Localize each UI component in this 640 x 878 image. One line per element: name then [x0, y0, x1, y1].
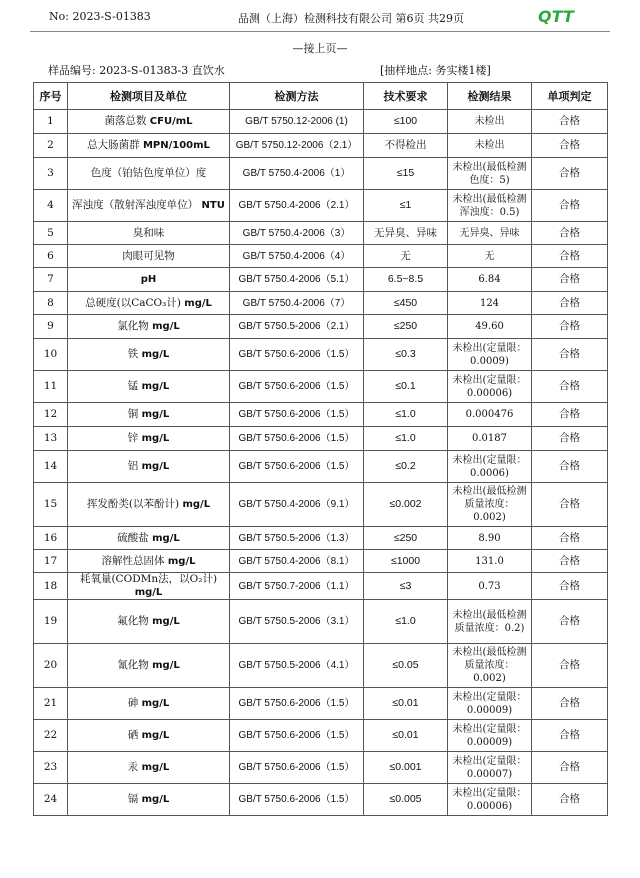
table-row: [34, 292, 608, 315]
item-name: [68, 483, 230, 527]
test-method: GB/T 5750.4-2006（2.1）: [230, 190, 364, 222]
item-label: 总硬度(以CaCO₃计): [85, 296, 181, 309]
table-row: [34, 403, 608, 427]
requirement: ≤0.01: [364, 720, 448, 752]
judgement: 合格: [532, 245, 608, 268]
judgement: 合格: [532, 483, 608, 527]
table-row: [34, 427, 608, 451]
requirement: ≤0.001: [364, 752, 448, 784]
table-row: [34, 190, 608, 222]
results-table: [33, 82, 608, 816]
row-number: 6: [34, 245, 68, 268]
item-unit: NTU: [201, 200, 225, 211]
test-result: 未检出(定量限：0.00009): [448, 688, 532, 720]
test-method: GB/T 5750.6-2006（1.5）: [230, 720, 364, 752]
item-unit: mg/L: [141, 433, 170, 444]
item-label: 镉: [127, 793, 139, 805]
logo-text: QTT: [538, 8, 574, 24]
item-unit: mg/L: [152, 321, 180, 332]
test-result: 6.84: [448, 268, 532, 292]
judgement: 合格: [532, 158, 608, 190]
item-name: [68, 403, 230, 427]
test-method: GB/T 5750.6-2006（1.5）: [230, 688, 364, 720]
test-result: 未检出(定量限：0.00006): [448, 371, 532, 403]
row-number: 20: [34, 644, 68, 688]
table-row: [34, 752, 608, 784]
judgement: 合格: [532, 134, 608, 158]
item-unit: mg/L: [141, 762, 170, 773]
table-row: [34, 134, 608, 158]
col-header: 检测结果: [448, 83, 532, 110]
requirement: ≤100: [364, 110, 448, 134]
item-label: 锌: [127, 432, 139, 444]
item-name: [68, 371, 230, 403]
test-method: GB/T 5750.6-2006（1.5）: [230, 371, 364, 403]
requirement: 无异臭、异味: [364, 222, 448, 245]
test-result: 124: [448, 292, 532, 315]
test-result: 0.0187: [448, 427, 532, 451]
judgement: 合格: [532, 600, 608, 644]
row-number: 19: [34, 600, 68, 644]
judgement: 合格: [532, 190, 608, 222]
test-method: GB/T 5750.5-2006（1.3）: [230, 527, 364, 550]
table-row: [34, 784, 608, 816]
judgement: 合格: [532, 339, 608, 371]
item-name: [68, 550, 230, 573]
test-result: 无异臭、异味: [448, 222, 532, 245]
test-method: GB/T 5750.6-2006（1.5）: [230, 403, 364, 427]
item-name: [68, 245, 230, 268]
requirement: ≤0.3: [364, 339, 448, 371]
test-result: 8.90: [448, 527, 532, 550]
judgement: 合格: [532, 550, 608, 573]
item-label: 硒: [127, 729, 139, 741]
item-label: 锰: [127, 380, 139, 392]
item-name: [68, 190, 230, 222]
row-number: 22: [34, 720, 68, 752]
judgement: 合格: [532, 268, 608, 292]
item-label: 铜: [127, 408, 139, 420]
item-unit: mg/L: [152, 532, 180, 544]
test-result: 131.0: [448, 550, 532, 573]
item-label: 色度（铂钴色度单位）度: [90, 167, 207, 179]
side-stamp: [624, 390, 640, 460]
judgement: 合格: [532, 752, 608, 784]
table-row: [34, 720, 608, 752]
requirement: ≤1.0: [364, 403, 448, 427]
sample-number: 样品编号: 2023-S-01383-3 直饮水: [48, 64, 225, 77]
test-result: 无: [448, 245, 532, 268]
test-result: 未检出(最低检测质量浓度：0.2): [448, 600, 532, 644]
row-number: 7: [34, 268, 68, 292]
item-name: [68, 110, 230, 134]
row-number: 4: [34, 190, 68, 222]
requirement: ≤0.01: [364, 688, 448, 720]
table-row: [34, 600, 608, 644]
item-unit: mg/L: [152, 660, 180, 671]
test-method: GB/T 5750.4-2006（7）: [230, 292, 364, 315]
test-method: GB/T 5750.6-2006（1.5）: [230, 427, 364, 451]
table-row: [34, 158, 608, 190]
table-row: [34, 451, 608, 483]
test-method: GB/T 5750.6-2006（1.5）: [230, 784, 364, 816]
item-name: [68, 315, 230, 339]
test-method: GB/T 5750.4-2006（4）: [230, 245, 364, 268]
requirement: ≤1000: [364, 550, 448, 573]
test-result: 未检出(定量限：0.0006): [448, 451, 532, 483]
item-unit: mg/L: [141, 461, 170, 472]
report-number: No: 2023-S-01383: [49, 10, 151, 23]
item-unit: mg/L: [141, 349, 170, 360]
item-name: [68, 268, 230, 292]
item-name: [68, 784, 230, 816]
item-name: [68, 158, 230, 190]
item-unit: mg/L: [141, 409, 170, 420]
col-header: 序号: [34, 83, 68, 110]
qtt-logo: [536, 8, 600, 24]
sampling-location: [抽样地点: 务实楼1楼]: [380, 64, 491, 77]
table-row: [34, 644, 608, 688]
table-row: [34, 245, 608, 268]
item-label: 氯化物: [117, 320, 149, 332]
table-row: [34, 550, 608, 573]
requirement: ≤0.05: [364, 644, 448, 688]
judgement: 合格: [532, 315, 608, 339]
item-label: 砷: [127, 697, 139, 709]
requirement: ≤0.002: [364, 483, 448, 527]
item-label: 氰化物: [117, 659, 149, 671]
table-row: [34, 268, 608, 292]
row-number: 13: [34, 427, 68, 451]
table-row: [34, 222, 608, 245]
col-header: 检测项目及单位: [68, 83, 230, 110]
judgement: 合格: [532, 292, 608, 315]
judgement: 合格: [532, 644, 608, 688]
table-row: [34, 315, 608, 339]
page-header: [0, 0, 640, 36]
requirement: 6.5~8.5: [364, 268, 448, 292]
item-unit: mg/L: [134, 587, 163, 598]
judgement: 合格: [532, 403, 608, 427]
test-method: GB/T 5750.4-2006（5.1）: [230, 268, 364, 292]
test-method: GB/T 5750.6-2006（1.5）: [230, 451, 364, 483]
test-method: GB/T 5750.5-2006（3.1）: [230, 600, 364, 644]
requirement: ≤0.2: [364, 451, 448, 483]
test-result: 未检出(最低检测浑浊度：0.5): [448, 190, 532, 222]
item-name: [68, 292, 230, 315]
item-unit: mg/L: [141, 730, 170, 741]
row-number: 12: [34, 403, 68, 427]
item-name: [68, 451, 230, 483]
requirement: ≤250: [364, 527, 448, 550]
item-name: [68, 134, 230, 158]
table-row: [34, 371, 608, 403]
requirement: ≤1.0: [364, 427, 448, 451]
test-method: GB/T 5750.4-2006（9.1）: [230, 483, 364, 527]
item-name: [68, 720, 230, 752]
judgement: 合格: [532, 573, 608, 600]
test-result: 未检出(定量限：0.00009): [448, 720, 532, 752]
item-label: 耗氧量(CODMn法，以O₂计): [79, 573, 218, 585]
col-header: 单项判定: [532, 83, 608, 110]
row-number: 9: [34, 315, 68, 339]
table-header-row: [34, 83, 608, 110]
requirement: ≤0.005: [364, 784, 448, 816]
test-method: GB/T 5750.6-2006（1.5）: [230, 752, 364, 784]
judgement: 合格: [532, 110, 608, 134]
test-method: GB/T 5750.12-2006（2.1）: [230, 134, 364, 158]
item-label: 氟化物: [117, 615, 149, 627]
test-method: GB/T 5750.5-2006（2.1）: [230, 315, 364, 339]
table-row: [34, 573, 608, 600]
requirement: ≤450: [364, 292, 448, 315]
row-number: 24: [34, 784, 68, 816]
col-header: 技术要求: [364, 83, 448, 110]
company-page-info: 品测（上海）检测科技有限公司 第6页 共29页: [238, 12, 464, 25]
test-method: GB/T 5750.7-2006（1.1）: [230, 573, 364, 600]
item-label: 肉眼可见物: [122, 249, 175, 262]
requirement: ≤1: [364, 190, 448, 222]
row-number: 14: [34, 451, 68, 483]
item-name: [68, 222, 230, 245]
table-row: [34, 110, 608, 134]
item-label: 臭和味: [132, 226, 165, 239]
item-label: 溶解性总固体: [101, 554, 165, 567]
item-unit: mg/L: [182, 499, 211, 510]
item-unit: mg/L: [141, 794, 170, 805]
item-unit: MPN/100mL: [142, 140, 210, 151]
test-result: 未检出(最低检测色度：5): [448, 158, 532, 190]
row-number: 11: [34, 371, 68, 403]
row-number: 15: [34, 483, 68, 527]
test-method: GB/T 5750.4-2006（1）: [230, 158, 364, 190]
row-number: 1: [34, 110, 68, 134]
requirement: ≤1.0: [364, 600, 448, 644]
judgement: 合格: [532, 222, 608, 245]
requirement: ≤3: [364, 573, 448, 600]
judgement: 合格: [532, 427, 608, 451]
requirement: ≤250: [364, 315, 448, 339]
test-result: 0.000476: [448, 403, 532, 427]
requirement: 不得检出: [364, 134, 448, 158]
judgement: 合格: [532, 451, 608, 483]
table-row: [34, 688, 608, 720]
judgement: 合格: [532, 720, 608, 752]
test-result: 49.60: [448, 315, 532, 339]
item-name: [68, 600, 230, 644]
row-number: 16: [34, 527, 68, 550]
row-number: 23: [34, 752, 68, 784]
table-row: [34, 339, 608, 371]
item-name: [68, 339, 230, 371]
header-divider: [30, 31, 610, 32]
item-label: 铁: [127, 348, 139, 360]
test-result: 未检出(最低检测质量浓度：0.002): [448, 483, 532, 527]
test-method: GB/T 5750.12-2006 (1): [230, 110, 364, 134]
test-method: GB/T 5750.5-2006（4.1）: [230, 644, 364, 688]
judgement: 合格: [532, 527, 608, 550]
item-label: 硫酸盐: [117, 531, 149, 544]
item-name: [68, 427, 230, 451]
requirement: ≤0.1: [364, 371, 448, 403]
row-number: 3: [34, 158, 68, 190]
item-unit: mg/L: [141, 381, 170, 392]
item-label: 菌落总数: [104, 115, 147, 127]
test-method: GB/T 5750.6-2006（1.5）: [230, 339, 364, 371]
table-row: [34, 527, 608, 550]
row-number: 2: [34, 134, 68, 158]
item-label: 总大肠菌群: [87, 139, 140, 151]
item-unit: mg/L: [141, 698, 170, 709]
item-name: [68, 644, 230, 688]
test-result: 未检出(定量限：0.00006): [448, 784, 532, 816]
test-result: 0.73: [448, 573, 532, 600]
table-row: [34, 483, 608, 527]
test-result: 未检出(最低检测质量浓度：0.002): [448, 644, 532, 688]
item-label: 浑浊度（散射浑浊度单位）: [72, 199, 199, 211]
test-method: GB/T 5750.4-2006（8.1）: [230, 550, 364, 573]
row-number: 21: [34, 688, 68, 720]
test-result: 未检出(定量限：0.0009): [448, 339, 532, 371]
item-unit: pH: [140, 274, 157, 285]
requirement: 无: [364, 245, 448, 268]
row-number: 18: [34, 573, 68, 600]
judgement: 合格: [532, 784, 608, 816]
test-result: 未检出(定量限：0.00007): [448, 752, 532, 784]
item-unit: CFU/mL: [149, 116, 193, 127]
judgement: 合格: [532, 371, 608, 403]
item-unit: mg/L: [184, 297, 212, 309]
row-number: 10: [34, 339, 68, 371]
row-number: 5: [34, 222, 68, 245]
col-header: 检测方法: [230, 83, 364, 110]
test-result: 未检出: [448, 134, 532, 158]
item-label: 汞: [127, 761, 139, 773]
item-label: 铝: [127, 460, 139, 472]
item-label: 挥发酚类(以苯酚计): [86, 498, 180, 510]
item-name: [68, 752, 230, 784]
item-name: [68, 527, 230, 550]
item-name: [68, 688, 230, 720]
test-result: 未检出: [448, 110, 532, 134]
row-number: 8: [34, 292, 68, 315]
item-unit: mg/L: [167, 555, 196, 567]
requirement: ≤15: [364, 158, 448, 190]
judgement: 合格: [532, 688, 608, 720]
item-name: [68, 573, 230, 600]
item-unit: mg/L: [152, 616, 180, 627]
test-method: GB/T 5750.4-2006（3）: [230, 222, 364, 245]
row-number: 17: [34, 550, 68, 573]
continued-note: —接上页—: [292, 42, 348, 55]
